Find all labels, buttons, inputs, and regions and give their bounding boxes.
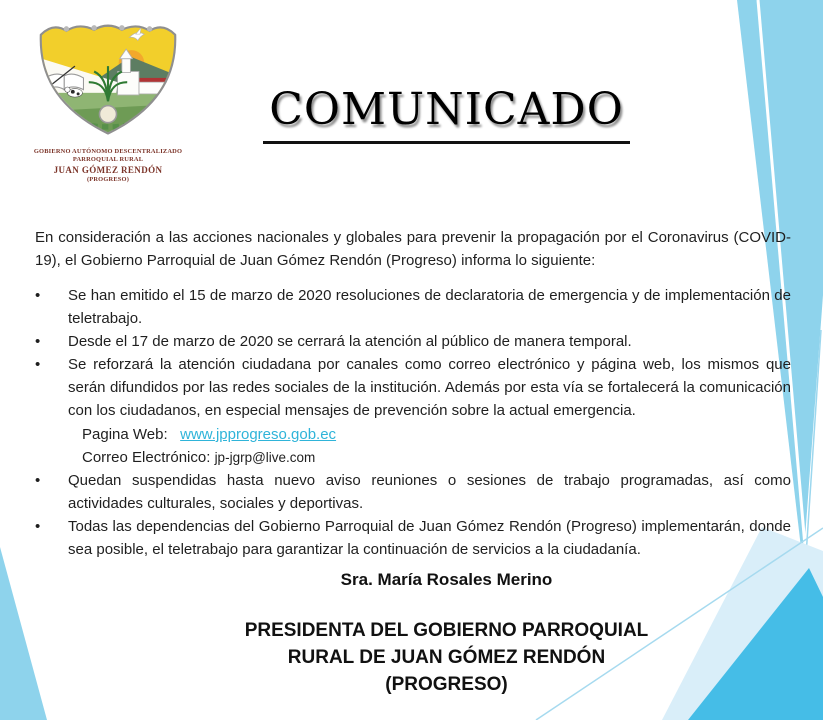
bullet-text: Todas las dependencias del Gobierno Parroquial de Juan Gómez Rendón (Progreso) implementarán, donde sea posible, el teletrabajo para garantizar la continuación de servicios a la ciudadanía. xyxy=(68,518,791,558)
bullet-marker xyxy=(35,469,68,515)
bullet-list xyxy=(35,284,791,561)
institution-name xyxy=(18,148,198,184)
bullet-text: Quedan suspendidas hasta nuevo aviso reuniones o sesiones de trabajo programadas, así como actividades culturales, sociales y deportivas. xyxy=(68,472,791,512)
page-title: COMUNICADO xyxy=(263,84,630,144)
website-label: Pagina Web: xyxy=(82,426,168,443)
bullet-text: Se reforzará la atención ciudadana por canales como correo electrónico y página web, los mismos que serán difundidos por las redes sociales de la institución. Además por esta vía se fortalecerá la comunicación con los ciudadanos, en especial mensajes de prevención sobre la actual emergencia. xyxy=(68,356,791,419)
email-label: Correo Electrónico: xyxy=(82,449,211,466)
website-line xyxy=(82,423,791,446)
signature-role-line1: PRESIDENTA DEL GOBIERNO PARROQUIAL xyxy=(244,620,649,641)
bullet-text: Se han emitido el 15 de marzo de 2020 resoluciones de declaratoria de emergencia y de implementación de teletrabajo. xyxy=(68,287,791,327)
email-address: jp-jgrp@live.com xyxy=(214,450,316,465)
bullet-marker xyxy=(35,353,68,422)
bullet-marker xyxy=(35,284,68,330)
signature-name: Sra. María Rosales Merino xyxy=(340,570,553,589)
bullet-text: Desde el 17 de marzo de 2020 se cerrará la atención al público de manera temporal. xyxy=(68,333,632,350)
bullet-item-1 xyxy=(35,284,791,330)
bullet-item-5 xyxy=(35,515,791,561)
website-link[interactable]: www.jpprogreso.gob.ec xyxy=(180,426,337,443)
signature-role-line2: RURAL DE JUAN GÓMEZ RENDÓN xyxy=(287,647,606,668)
bullet-item-2 xyxy=(35,330,791,353)
signature-role xyxy=(70,617,823,698)
contact-block xyxy=(82,423,791,469)
bullet-marker xyxy=(35,330,68,353)
institution-name-line1: GOBIERNO AUTÓNOMO DESCENTRALIZADO xyxy=(33,148,183,155)
email-line xyxy=(82,446,791,469)
institution-name-line4: (PROGRESO) xyxy=(86,176,130,184)
bullet-marker xyxy=(35,515,68,561)
institution-name-line2: PARROQUIAL RURAL xyxy=(72,156,144,163)
institution-name-line3: JUAN GÓMEZ RENDÓN xyxy=(53,165,163,175)
intro-paragraph: En consideración a las acciones nacionales y globales para prevenir la propagación por el Coronavirus (COVID-19), el Gobierno Parroquial de Juan Gómez Rendón (Progreso) informa lo siguiente: xyxy=(35,229,791,269)
bullet-item-4 xyxy=(35,469,791,515)
signature-role-line3: (PROGRESO) xyxy=(385,674,508,695)
bullet-item-3 xyxy=(35,353,791,422)
